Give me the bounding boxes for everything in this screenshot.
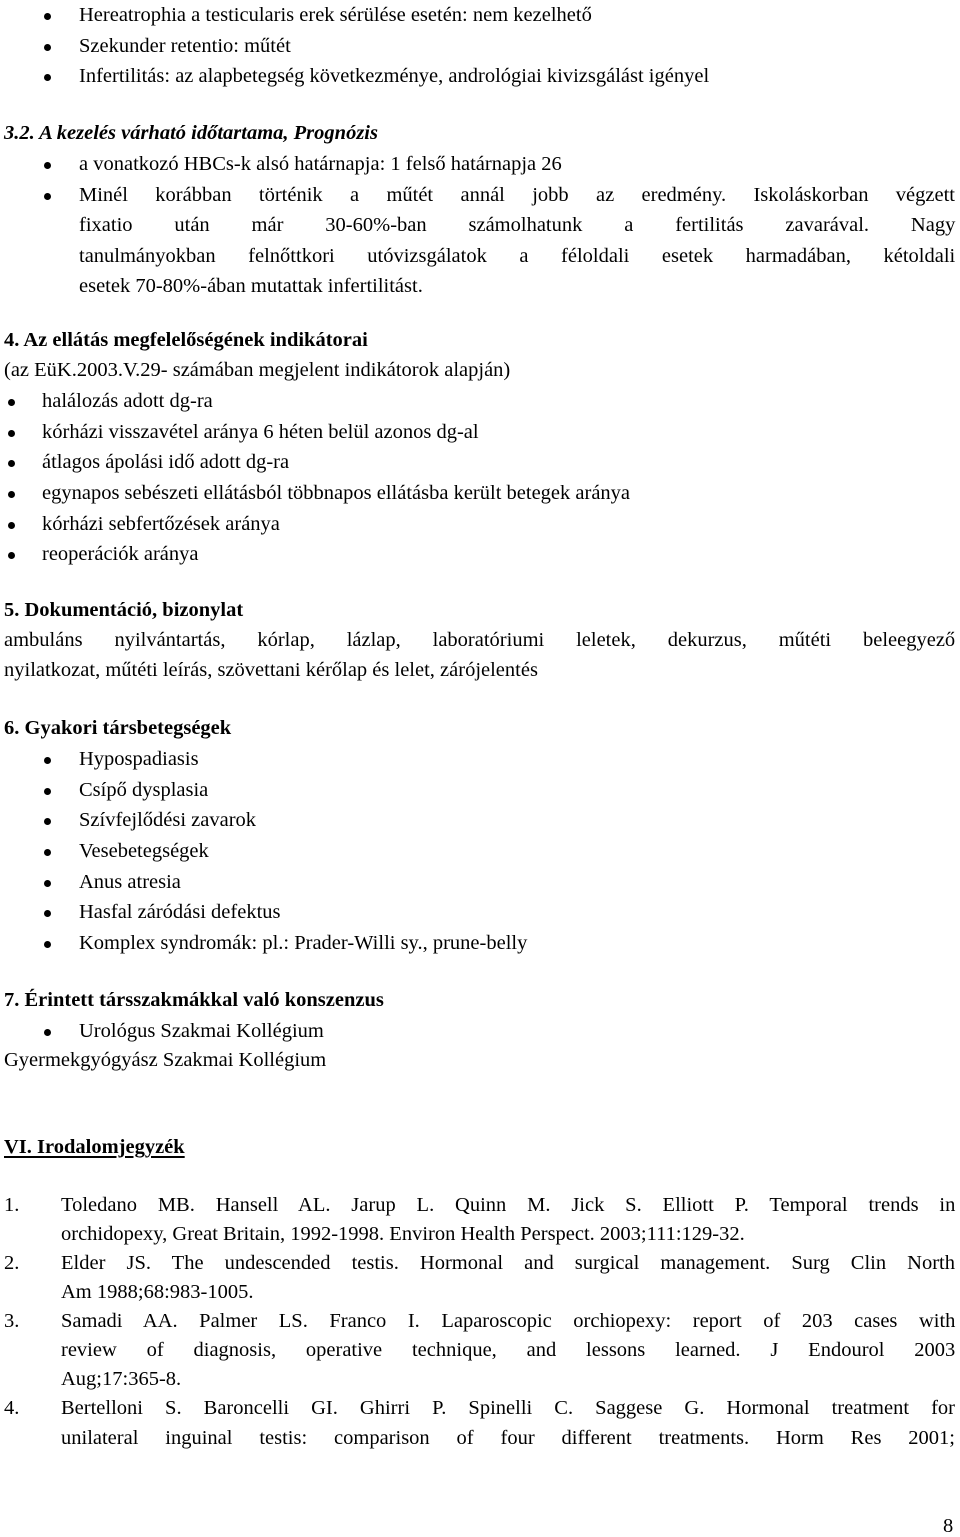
- bullet-dot: [44, 13, 51, 20]
- reference-line: unilateral inguinal testis: comparison of four different treatments. Horm Res 2001;: [61, 1427, 955, 1449]
- list-item: a vonatkozó HBCs-k alsó határnapja: 1 felső határnapja 26: [79, 153, 562, 175]
- paragraph-line: nyilatkozat, műtéti leírás, szövettani kérőlap és lelet, zárójelentés: [4, 659, 538, 681]
- paragraph-line: esetek 70-80%-ában mutattak infertilitást.: [79, 275, 423, 297]
- reference-line: Aug;17:365-8.: [61, 1368, 182, 1390]
- bullet-dot: [8, 460, 15, 467]
- list-item: kórházi visszavétel aránya 6 héten belül azonos dg-al: [42, 421, 479, 443]
- list-item: Vesebetegségek: [79, 840, 209, 862]
- bullet-dot: [44, 74, 51, 81]
- paragraph-line: ambuláns nyilvántartás, kórlap, lázlap, laboratóriumi leletek, dekurzus, műtéti beleegyező: [4, 629, 956, 651]
- bullet-dot: [44, 941, 51, 948]
- reference-number: 2.: [4, 1252, 20, 1274]
- bullet-dot: [44, 880, 51, 887]
- bullet-dot: [8, 399, 15, 406]
- paragraph-line: Minél korábban történik a műtét annál jobb az eredmény. Iskoláskorban végzett: [79, 184, 955, 206]
- bullet-dot: [44, 818, 51, 825]
- bullet-dot: [44, 1029, 51, 1036]
- reference-line: Toledano MB. Hansell AL. Jarup L. Quinn M. Jick S. Elliott P. Temporal trends in: [61, 1194, 956, 1216]
- list-item: Hereatrophia a testicularis erek sérülése esetén: nem kezelhető: [79, 4, 592, 26]
- list-item: Infertilitás: az alapbetegség következménye, andrológiai kivizsgálást igényel: [79, 65, 710, 87]
- bullet-dot: [44, 162, 51, 169]
- reference-line: Am 1988;68:983-1005.: [61, 1281, 254, 1303]
- list-item: Urológus Szakmai Kollégium: [79, 1020, 324, 1042]
- paragraph-line: fixatio után már 30-60%-ban számolhatunk a fertilitás zavarával. Nagy: [79, 214, 956, 236]
- list-item: reoperációk aránya: [42, 543, 199, 565]
- list-item: átlagos ápolási idő adott dg-ra: [42, 451, 290, 473]
- bullet-dot: [8, 491, 15, 498]
- section4-intro: (az EüK.2003.V.29- számában megjelent indikátorok alapján): [4, 359, 511, 381]
- bullet-dot: [44, 193, 51, 200]
- paragraph-line: tanulmányokban felnőttkori utóvizsgálatok a féloldali esetek harmadában, kétoldali: [79, 245, 956, 267]
- list-item: Szekunder retentio: műtét: [79, 35, 291, 57]
- page-number: 8: [943, 1515, 954, 1537]
- reference-line: review of diagnosis, operative technique, and lessons learned. J Endourol 2003: [61, 1339, 956, 1361]
- section7-line: Gyermekgyógyász Szakmai Kollégium: [4, 1049, 327, 1071]
- bullet-dot: [44, 849, 51, 856]
- bullet-dot: [8, 552, 15, 559]
- section5-heading: 5. Dokumentáció, bizonylat: [4, 599, 244, 621]
- reference-line: Samadi AA. Palmer LS. Franco I. Laparoscopic orchiopexy: report of 203 cases with: [61, 1310, 956, 1332]
- reference-number: 3.: [4, 1310, 20, 1332]
- references-heading: VI. Irodalomjegyzék: [4, 1136, 185, 1158]
- reference-number: 1.: [4, 1194, 20, 1216]
- list-item: Anus atresia: [79, 871, 181, 893]
- list-item: Csípő dysplasia: [79, 779, 209, 801]
- list-item: egynapos sebészeti ellátásból többnapos ellátásba került betegek aránya: [42, 482, 631, 504]
- section7-heading: 7. Érintett társszakmákkal való konszenzus: [4, 989, 384, 1011]
- section6-heading: 6. Gyakori társbetegségek: [4, 717, 232, 739]
- bullet-dot: [44, 44, 51, 51]
- list-item: Komplex syndromák: pl.: Prader-Willi sy., prune-belly: [79, 932, 528, 954]
- list-item: Szívfejlődési zavarok: [79, 809, 257, 831]
- bullet-dot: [44, 788, 51, 795]
- bullet-dot: [44, 757, 51, 764]
- bullet-dot: [44, 910, 51, 917]
- list-item: Hasfal záródási defektus: [79, 901, 281, 923]
- reference-line: Elder JS. The undescended testis. Hormonal and surgical management. Surg Clin North: [61, 1252, 955, 1274]
- section4-heading: 4. Az ellátás megfelelőségének indikátorai: [4, 329, 368, 351]
- list-item: kórházi sebfertőzések aránya: [42, 513, 280, 535]
- bullet-dot: [8, 430, 15, 437]
- section3-2-heading: 3.2. A kezelés várható időtartama, Prognózis: [4, 122, 378, 144]
- list-item: halálozás adott dg-ra: [42, 390, 213, 412]
- reference-number: 4.: [4, 1397, 20, 1419]
- bullet-dot: [8, 522, 15, 529]
- reference-line: orchidopexy, Great Britain, 1992-1998. Environ Health Perspect. 2003;111:129-32.: [61, 1223, 745, 1245]
- list-item: Hypospadiasis: [79, 748, 199, 770]
- reference-line: Bertelloni S. Baroncelli GI. Ghirri P. Spinelli C. Saggese G. Hormonal treatment for: [61, 1397, 955, 1419]
